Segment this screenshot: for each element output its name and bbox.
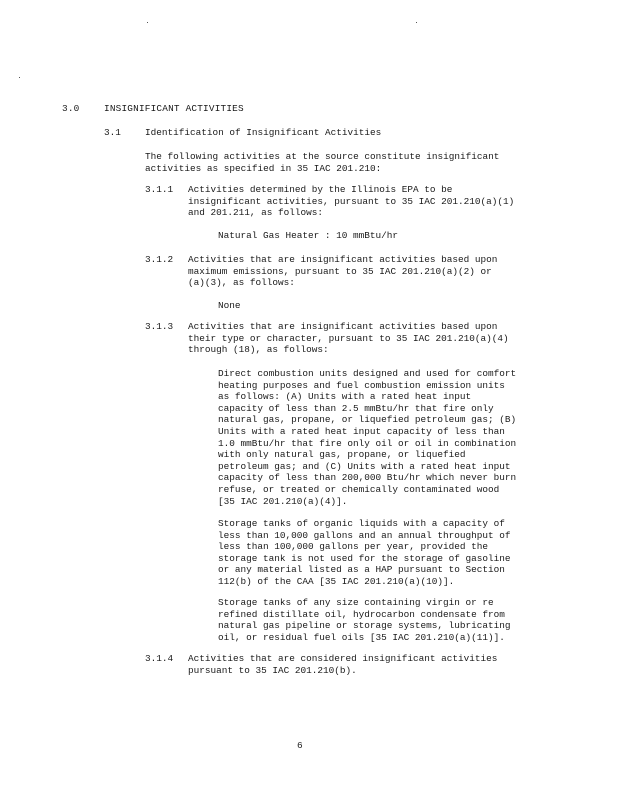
paragraph-line: petroleum gas; and (C) Units with a rated heat input xyxy=(218,460,511,472)
paragraph-line: 112(b) of the CAA [35 IAC 201.210(a)(10)]. xyxy=(218,575,455,587)
item-3-1-3-paragraph-2 xyxy=(218,518,588,588)
item-number-3-1-1: 3.1.1 xyxy=(145,184,174,195)
item-number-3-1-2: 3.1.2 xyxy=(145,254,174,265)
paragraph-line: refuse, or treated or chemically contaminated wood xyxy=(218,483,500,495)
paragraph-line: or any material listed as a HAP pursuant to Section xyxy=(218,564,505,576)
paragraph-line: heating purposes and fuel combustion emission units xyxy=(218,379,505,391)
item-line: Activities that are insignificant activities based upon xyxy=(188,321,498,332)
paragraph-line: oil, or residual fuel oils [35 IAC 201.210(a)(11)]. xyxy=(218,631,505,643)
paragraph-line: refined distillate oil, hydrocarbon condensate from xyxy=(218,608,505,620)
paragraph-line: less than 10,000 gallons and an annual throughput of xyxy=(218,529,511,541)
paragraph-line: [35 IAC 201.210(a)(4)]. xyxy=(218,495,348,507)
paragraph-line: Storage tanks of organic liquids with a capacity of xyxy=(218,518,505,529)
item-line: Activities determined by the Illinois EPA to be xyxy=(188,184,453,195)
item-line: maximum emissions, pursuant to 35 IAC 201.210(a)(2) or xyxy=(188,265,492,277)
paragraph-line: natural gas, propane, or liquefied petroleum gas; (B) xyxy=(218,414,517,426)
scan-speck xyxy=(19,77,20,78)
subsection-intro xyxy=(145,151,585,174)
scan-speck xyxy=(147,22,148,23)
item-text-3-1-3 xyxy=(188,321,588,356)
item-line: Activities that are considered insignificant activities xyxy=(188,653,498,664)
paragraph-line: Storage tanks of any size containing virgin or re xyxy=(218,597,494,608)
item-text-3-1-4 xyxy=(188,653,588,676)
scan-speck xyxy=(416,22,417,23)
subsection-number: 3.1 xyxy=(104,127,121,138)
item-text-3-1-2 xyxy=(188,254,588,289)
intro-line: activities as specified in 35 IAC 201.210: xyxy=(145,162,382,174)
page-number: 6 xyxy=(297,740,303,751)
item-number-3-1-4: 3.1.4 xyxy=(145,653,174,664)
paragraph-line: natural gas pipeline or storage systems, lubricating xyxy=(218,620,511,632)
item-3-1-3-paragraph-3 xyxy=(218,597,588,643)
item-entry-3-1-2: None xyxy=(218,300,241,311)
paragraph-line: as follows: (A) Units with a rated heat input xyxy=(218,391,472,403)
section-title: INSIGNIFICANT ACTIVITIES xyxy=(104,103,244,114)
paragraph-line: capacity of less than 200,000 Btu/hr which never burn xyxy=(218,472,517,484)
item-line: (a)(3), as follows: xyxy=(188,277,295,289)
item-line: their type or character, pursuant to 35 IAC 201.210(a)(4) xyxy=(188,332,509,344)
paragraph-line: capacity of less than 2.5 mmBtu/hr that fire only xyxy=(218,402,494,414)
intro-line: The following activities at the source constitute insignificant xyxy=(145,151,500,162)
paragraph-line: Direct combustion units designed and used for comfort xyxy=(218,368,517,379)
paragraph-line: with only natural gas, propane, or liquefied xyxy=(218,449,466,461)
paragraph-line: storage tank is not used for the storage of gasoline xyxy=(218,552,511,564)
item-line: and 201.211, as follows: xyxy=(188,207,324,219)
item-3-1-3-paragraph-1 xyxy=(218,368,588,507)
paragraph-line: 1.0 mmBtu/hr that fire only oil or oil in combination xyxy=(218,437,517,449)
item-line: pursuant to 35 IAC 201.210(b). xyxy=(188,664,357,676)
paragraph-line: Units with a rated heat input capacity of less than xyxy=(218,425,505,437)
item-number-3-1-3: 3.1.3 xyxy=(145,321,174,332)
paragraph-line: less than 100,000 gallons per year, provided the xyxy=(218,541,489,553)
item-line: insignificant activities, pursuant to 35 IAC 201.210(a)(1) xyxy=(188,195,515,207)
item-line: through (18), as follows: xyxy=(188,344,329,356)
item-entry-3-1-1: Natural Gas Heater : 10 mmBtu/hr xyxy=(218,230,399,241)
section-number: 3.0 xyxy=(62,103,80,114)
item-text-3-1-1 xyxy=(188,184,588,219)
item-line: Activities that are insignificant activities based upon xyxy=(188,254,498,265)
subsection-title: Identification of Insignificant Activities xyxy=(145,127,382,138)
